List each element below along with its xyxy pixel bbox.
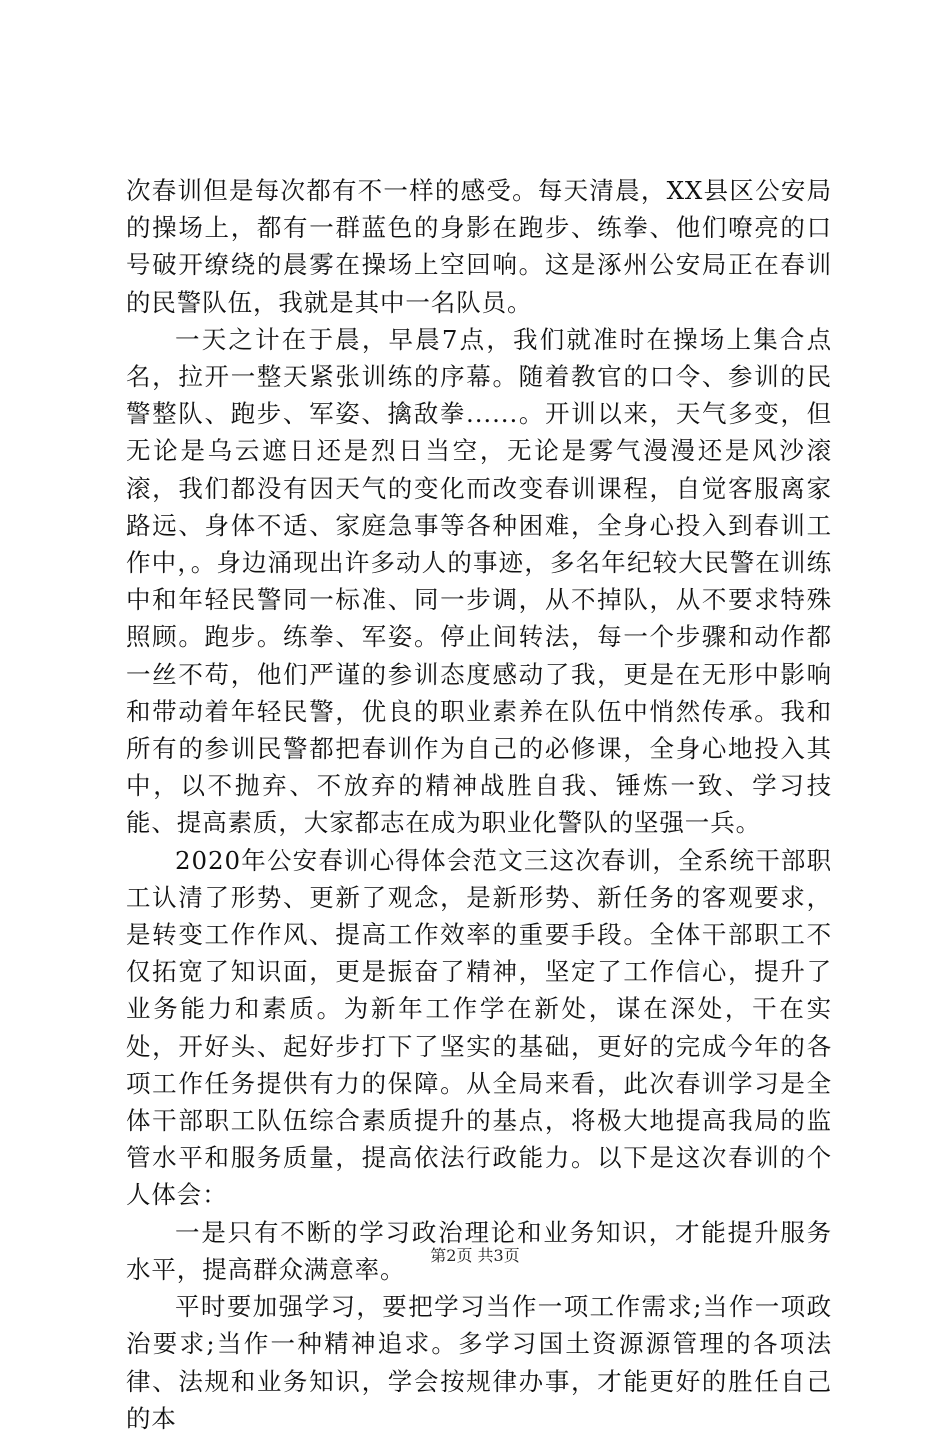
paragraph-1: 次春训但是每次都有不一样的感受。每天清晨，XX县区公安局的操场上，都有一群蓝色的身影在跑步、练拳、他们嘹亮的口号破开缭绕的晨雾在操场上空回响。这是涿州公安局正在春训的民警队伍，我就是其中一名队员。: [126, 176, 832, 317]
paragraph-4: 一是只有不断的学习政治理论和业务知识，才能提升服务水平，提高群众满意率。: [126, 1217, 832, 1284]
paragraph-5: 平时要加强学习，要把学习当作一项工作需求;当作一项政治要求;当作一种精神追求。多学习国土资源源管理的各项法律、法规和业务知识，学会按规律办事，才能更好的胜任自己的本: [126, 1292, 832, 1433]
paragraph-3: 2020年公安春训心得体会范文三这次春训，全系统干部职工认清了形势、更新了观念，是新形势、新任务的客观要求，是转变工作作风、提高工作效率的重要手段。全体干部职工不仅拓宽了知识面，更是振奋了精神，坚定了工作信心，提升了业务能力和素质。为新年工作学在新处，谋在深处，干在实处，开好头、起好步打下了坚实的基础，更好的完成今年的各项工作任务提供有力的保障。从全局来看，此次春训学习是全体干部职工队伍综合素质提升的基点，将极大地提高我局的监管水平和服务质量，提高依法行政能力。以下是这次春训的个人体会：: [126, 845, 832, 1210]
paragraph-2: 一天之计在于晨，早晨7点，我们就准时在操场上集合点名，拉开一整天紧张训练的序幕。随着教官的口令、参训的民警整队、跑步、军姿、擒敌拳......。开训以来，天气多变，但无论是乌云遮日还是烈日当空，无论是雾气漫漫还是风沙滚滚，我们都没有因天气的变化而改变春训课程，自觉客服离家路远、身体不适、家庭急事等各种困难，全身心投入到春训工作中，。身边涌现出许多动人的事迹，多名年纪较大民警在训练中和年轻民警同一标准、同一步调，从不掉队，从不要求特殊照顾。跑步。练拳、军姿。停止间转法，每一个步骤和动作都一丝不苟，他们严谨的参训态度感动了我，更是在无形中影响和带动着年轻民警，优良的职业素养在队伍中悄然传承。我和所有的参训民警都把春训作为自己的必修课，全身心地投入其中，以不抛弃、不放弃的精神战胜自我、锤炼一致、学习技能、提高素质，大家都志在成为职业化警队的坚强一兵。: [126, 324, 832, 838]
page-footer: 第2页 共3页: [430, 1246, 520, 1265]
